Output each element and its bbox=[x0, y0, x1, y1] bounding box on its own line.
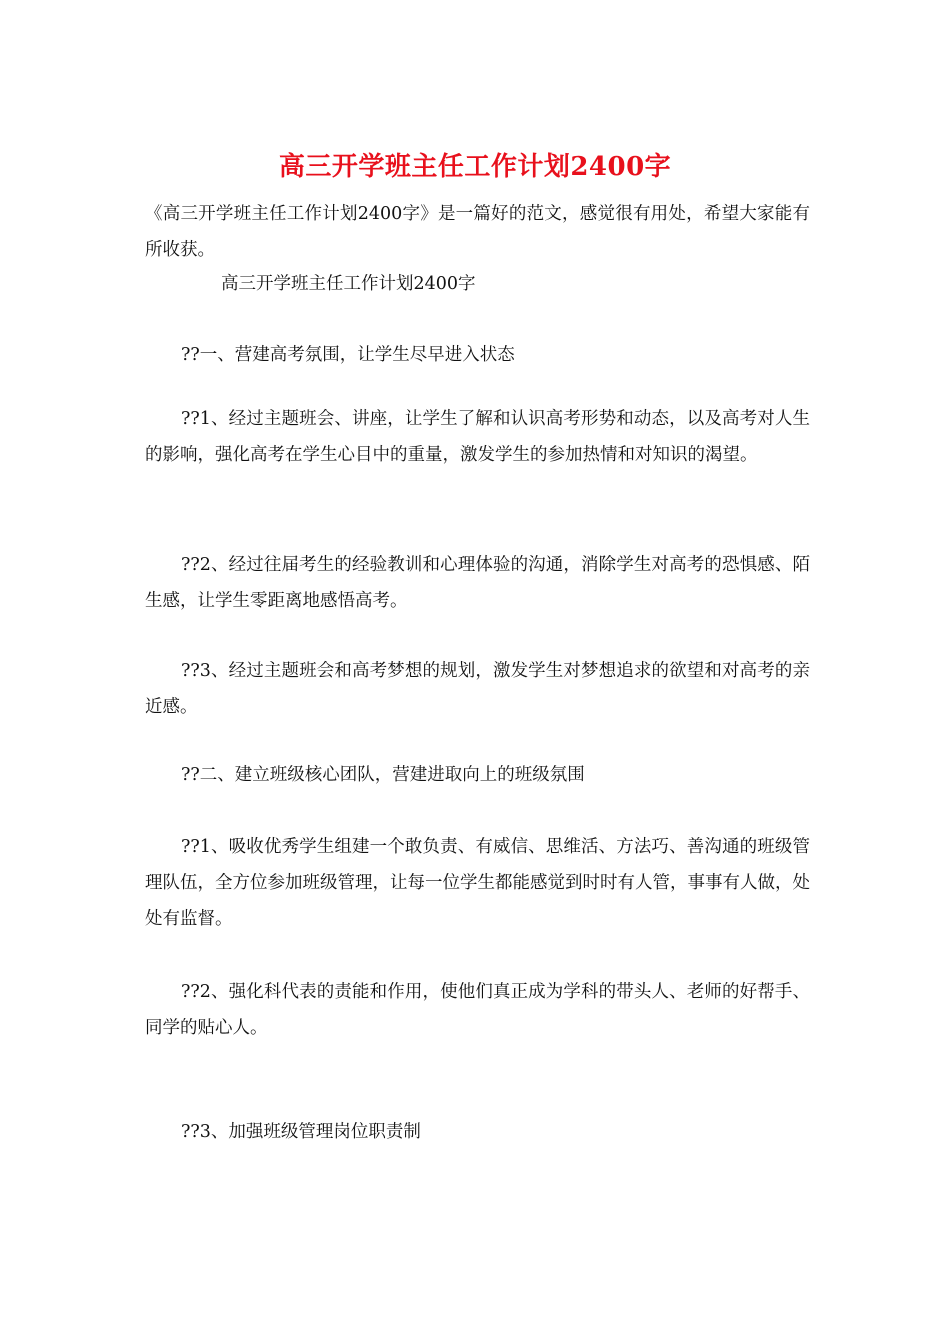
body-paragraph: ??3、加强班级管理岗位职责制 bbox=[181, 1122, 421, 1142]
document-title: 高三开学班主任工作计划2400字 bbox=[278, 152, 672, 182]
body-paragraph: ??3、经过主题班会和高考梦想的规划，激发学生对梦想追求的欲望和对高考的亲近感。 bbox=[145, 661, 810, 717]
body-paragraph: ??2、强化科代表的责能和作用，使他们真正成为学科的带头人、老师的好帮手、同学的贴心人。 bbox=[145, 982, 810, 1038]
body-paragraph: ??2、经过往届考生的经验教训和心理体验的沟通，消除学生对高考的恐惧感、陌生感，让学生零距离地感悟高考。 bbox=[145, 555, 810, 611]
intro-paragraph: 《高三开学班主任工作计划2400字》是一篇好的范文，感觉很有用处，希望大家能有所收获。 bbox=[145, 204, 810, 260]
body-paragraph: ??1、经过主题班会、讲座，让学生了解和认识高考形势和动态，以及高考对人生的影响，强化高考在学生心目中的重量，激发学生的参加热情和对知识的渴望。 bbox=[145, 409, 810, 465]
section-heading-2: ??二、建立班级核心团队，营建进取向上的班级氛围 bbox=[181, 765, 585, 785]
body-paragraph: ??1、吸收优秀学生组建一个敢负责、有威信、思维活、方法巧、善沟通的班级管理队伍，全方位参加班级管理，让每一位学生都能感觉到时时有人管，事事有人做，处处有监督。 bbox=[145, 837, 810, 929]
document-subtitle: 高三开学班主任工作计划2400字 bbox=[221, 274, 476, 294]
section-heading-1: ??一、营建高考氛围，让学生尽早进入状态 bbox=[181, 345, 515, 365]
